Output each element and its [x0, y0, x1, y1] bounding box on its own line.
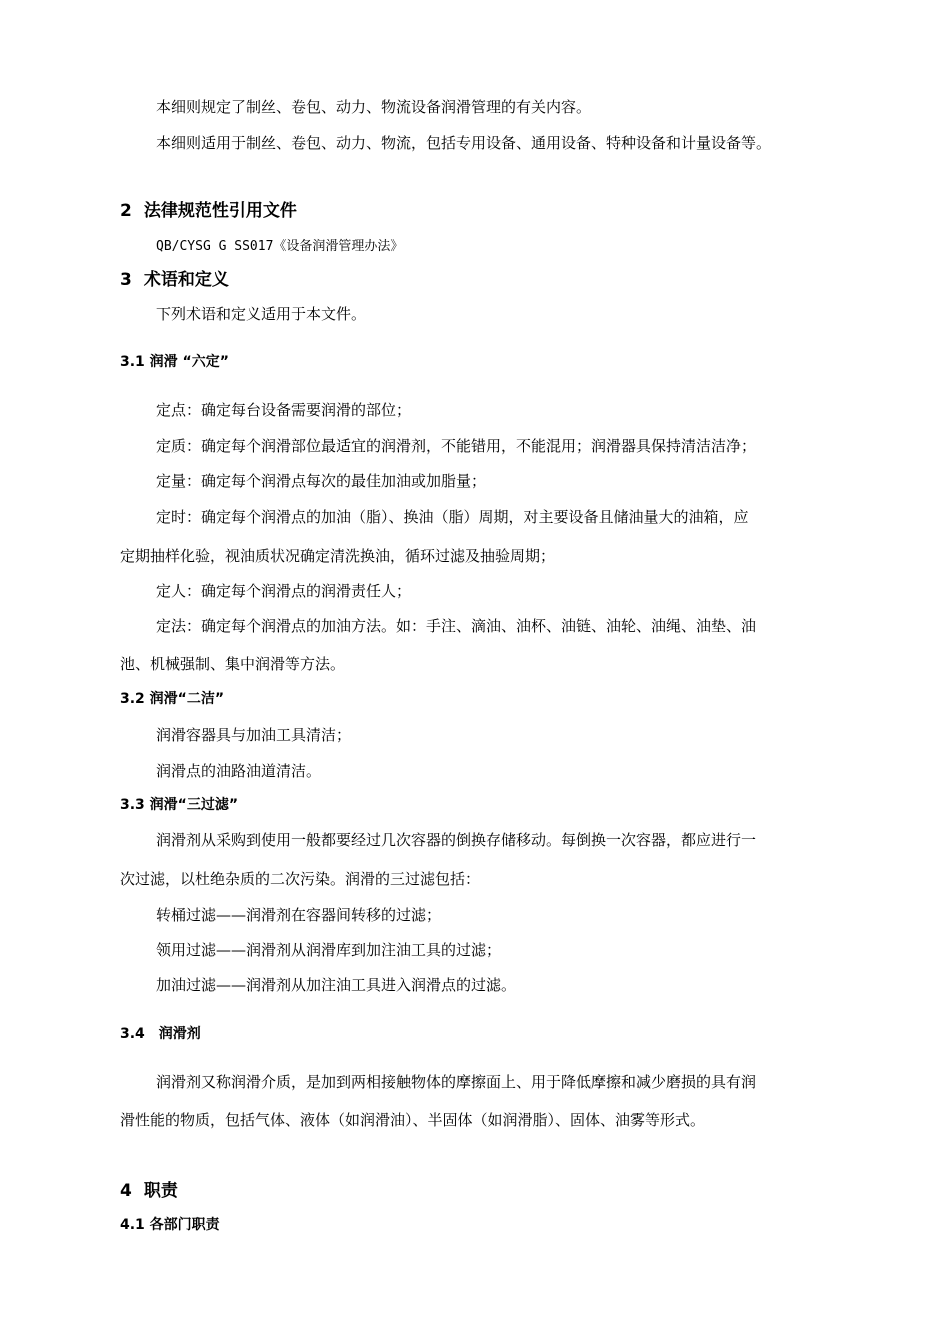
section-4-heading [120, 1181, 178, 1201]
subsection-3-4-heading: 3.4 润滑剂 [120, 1026, 201, 1042]
list-item: 定量：确定每个润滑点每次的最佳加油或加脂量； [156, 472, 487, 490]
list-item: 领用过滤——润滑剂从润滑库到加注油工具的过滤； [156, 941, 502, 959]
section-2-heading [120, 201, 297, 221]
list-item: 润滑点的油路油道清洁。 [156, 762, 322, 780]
subsection-4-1-heading: 4.1 各部门职责 [120, 1217, 220, 1233]
list-item: 转桶过滤——润滑剂在容器间转移的过滤； [156, 906, 442, 924]
section-3-heading [120, 270, 229, 290]
list-item: 润滑容器具与加油工具清洁； [156, 726, 352, 744]
list-item: 定法：确定每个润滑点的加油方法。如：手注、滴油、油杯、油链、油轮、油绳、油垫、油 [156, 617, 757, 635]
list-item: 润滑剂从采购到使用一般都要经过几次容器的倒换存储移动。每倒换一次容器，都应进行一 [156, 831, 757, 849]
section-2-number: 2 [120, 201, 132, 221]
section-4-title: 职责 [143, 1181, 178, 1201]
list-item: 滑性能的物质，包括气体、液体（如润滑油）、半固体（如润滑脂）、固体、油雾等形式。 [120, 1111, 706, 1129]
list-item: 定质：确定每个润滑部位最适宜的润滑剂，不能错用，不能混用；润滑器具保持清洁洁净； [156, 437, 757, 455]
subsection-3-2-heading: 3.2 润滑“二洁” [120, 691, 225, 707]
section-2-title: 法律规范性引用文件 [143, 201, 297, 221]
list-item: 定时：确定每个润滑点的加油（脂）、换油（脂）周期，对主要设备且储油量大的油箱，应 [156, 508, 749, 526]
list-item: 定点：确定每台设备需要润滑的部位； [156, 401, 412, 419]
intro-paragraph-1: 本细则规定了制丝、卷包、动力、物流设备润滑管理的有关内容。 [156, 98, 592, 116]
section-4-number: 4 [120, 1181, 132, 1201]
list-item: 定期抽样化验，视油质状况确定清洗换油，循环过滤及抽验周期； [120, 547, 556, 565]
section-3-title: 术语和定义 [143, 270, 229, 290]
list-item: 定人：确定每个润滑点的润滑责任人； [156, 582, 412, 600]
list-item: 次过滤，以杜绝杂质的二次污染。润滑的三过滤包括： [120, 870, 481, 888]
list-item: 池、机械强制、集中润滑等方法。 [120, 655, 346, 673]
section-2-reference: QB/CYSG G SS017《设备润滑管理办法》 [156, 239, 404, 254]
subsection-3-1-heading: 3.1 润滑 “六定” [120, 354, 229, 370]
list-item: 加油过滤——润滑剂从加注油工具进入润滑点的过滤。 [156, 976, 517, 994]
section-3-intro: 下列术语和定义适用于本文件。 [156, 305, 367, 323]
subsection-3-3-heading: 3.3 润滑“三过滤” [120, 797, 239, 813]
section-3-number: 3 [120, 270, 132, 290]
list-item: 润滑剂又称润滑介质，是加到两相接触物体的摩擦面上、用于降低摩擦和减少磨损的具有润 [156, 1073, 757, 1091]
intro-paragraph-2: 本细则适用于制丝、卷包、动力、物流，包括专用设备、通用设备、特种设备和计量设备等。 [156, 134, 772, 152]
